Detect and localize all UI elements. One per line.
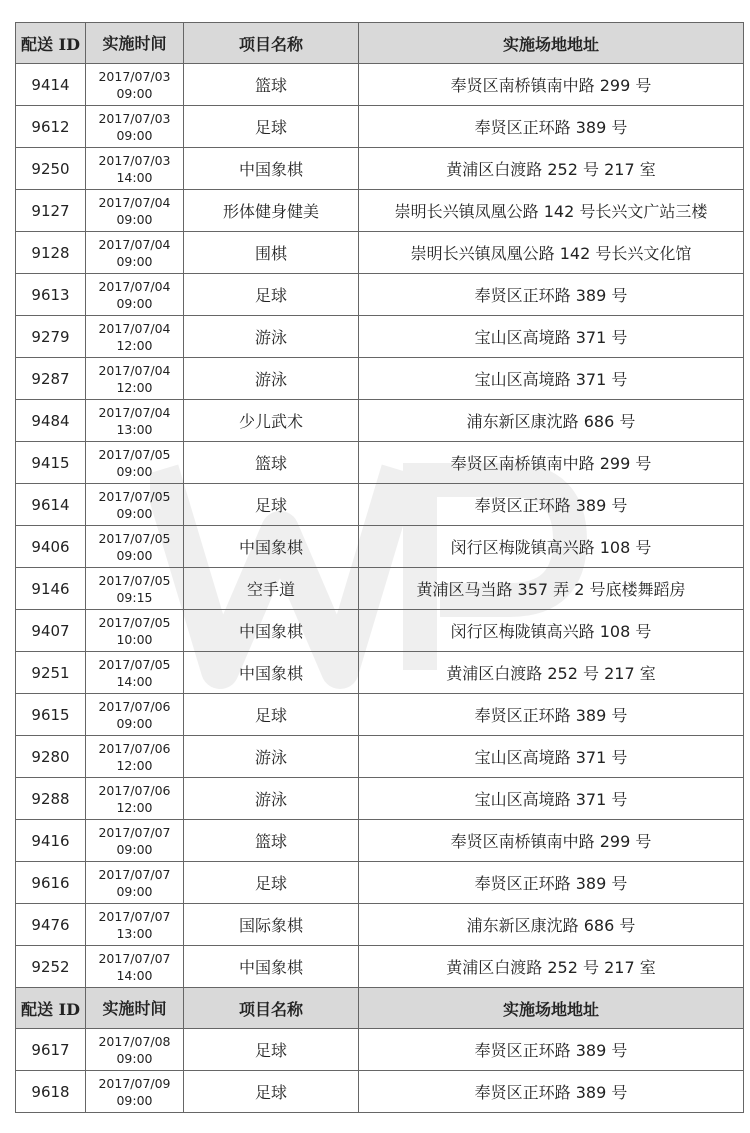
cell-clock: 14:00: [116, 169, 153, 185]
cell-id: 9250: [16, 148, 86, 190]
cell-project: 游泳: [184, 778, 359, 820]
cell-project: 足球: [184, 106, 359, 148]
cell-clock: 09:00: [116, 127, 153, 143]
cell-address: 闵行区梅陇镇高兴路 108 号: [359, 526, 744, 568]
cell-id: 9251: [16, 652, 86, 694]
cell-project: 足球: [184, 1029, 359, 1071]
cell-time: [86, 190, 184, 232]
cell-address: 奉贤区正环路 389 号: [359, 694, 744, 736]
cell-time: [86, 820, 184, 862]
cell-time: [86, 862, 184, 904]
cell-clock: 09:00: [116, 715, 153, 731]
cell-project: 游泳: [184, 316, 359, 358]
cell-time: [86, 568, 184, 610]
cell-id: 9414: [16, 64, 86, 106]
cell-address: 闵行区梅陇镇高兴路 108 号: [359, 610, 744, 652]
cell-id: 9279: [16, 316, 86, 358]
cell-id: 9617: [16, 1029, 86, 1071]
cell-address: 宝山区高境路 371 号: [359, 778, 744, 820]
table-row: [16, 274, 744, 316]
table-header-row: [16, 23, 744, 64]
cell-date: 2017/07/06: [98, 782, 171, 798]
cell-address: 黄浦区白渡路 252 号 217 室: [359, 148, 744, 190]
cell-time: [86, 106, 184, 148]
table-row: [16, 190, 744, 232]
cell-time: [86, 694, 184, 736]
cell-date: 2017/07/09: [98, 1075, 171, 1091]
cell-id: 9287: [16, 358, 86, 400]
cell-time: [86, 946, 184, 988]
table-row: [16, 946, 744, 988]
cell-date: 2017/07/04: [98, 194, 171, 210]
table-row: [16, 904, 744, 946]
table-row: [16, 484, 744, 526]
table-row: [16, 64, 744, 106]
cell-id: 9612: [16, 106, 86, 148]
cell-time: [86, 316, 184, 358]
cell-project: 篮球: [184, 64, 359, 106]
cell-project: 中国象棋: [184, 946, 359, 988]
cell-address: 宝山区高境路 371 号: [359, 316, 744, 358]
cell-id: 9127: [16, 190, 86, 232]
cell-clock: 09:00: [116, 547, 153, 563]
cell-project: 中国象棋: [184, 652, 359, 694]
cell-date: 2017/07/05: [98, 530, 171, 546]
cell-address: 奉贤区正环路 389 号: [359, 1071, 744, 1113]
table-row: [16, 358, 744, 400]
cell-address: 黄浦区白渡路 252 号 217 室: [359, 946, 744, 988]
cell-address: 奉贤区南桥镇南中路 299 号: [359, 442, 744, 484]
schedule-table: [15, 22, 744, 988]
table-row: [16, 652, 744, 694]
cell-project: 中国象棋: [184, 526, 359, 568]
cell-address: 奉贤区正环路 389 号: [359, 106, 744, 148]
cell-time: [86, 1071, 184, 1113]
header-time: 实施时间: [86, 988, 184, 1029]
cell-project: 篮球: [184, 442, 359, 484]
cell-address: 奉贤区南桥镇南中路 299 号: [359, 820, 744, 862]
cell-date: 2017/07/04: [98, 404, 171, 420]
cell-date: 2017/07/03: [98, 152, 171, 168]
table-header-row: [16, 988, 744, 1029]
cell-id: 9615: [16, 694, 86, 736]
cell-address: 奉贤区南桥镇南中路 299 号: [359, 64, 744, 106]
cell-id: 9415: [16, 442, 86, 484]
cell-date: 2017/07/05: [98, 446, 171, 462]
cell-time: [86, 64, 184, 106]
cell-id: 9280: [16, 736, 86, 778]
cell-project: 围棋: [184, 232, 359, 274]
cell-date: 2017/07/05: [98, 656, 171, 672]
cell-clock: 09:00: [116, 505, 153, 521]
cell-time: [86, 148, 184, 190]
cell-project: 足球: [184, 694, 359, 736]
cell-clock: 09:00: [116, 1050, 153, 1066]
cell-address: 宝山区高境路 371 号: [359, 736, 744, 778]
cell-time: [86, 484, 184, 526]
cell-id: 9484: [16, 400, 86, 442]
header-address: 实施场地地址: [359, 988, 744, 1029]
cell-project: 游泳: [184, 358, 359, 400]
cell-time: [86, 358, 184, 400]
cell-time: [86, 232, 184, 274]
cell-date: 2017/07/03: [98, 68, 171, 84]
cell-id: 9614: [16, 484, 86, 526]
cell-date: 2017/07/07: [98, 824, 171, 840]
cell-project: 足球: [184, 1071, 359, 1113]
cell-project: 足球: [184, 862, 359, 904]
cell-clock: 12:00: [116, 799, 153, 815]
cell-date: 2017/07/04: [98, 320, 171, 336]
cell-project: 足球: [184, 274, 359, 316]
cell-project: 游泳: [184, 736, 359, 778]
cell-date: 2017/07/07: [98, 950, 171, 966]
cell-time: [86, 442, 184, 484]
cell-date: 2017/07/06: [98, 698, 171, 714]
cell-clock: 14:00: [116, 967, 153, 983]
cell-id: 9406: [16, 526, 86, 568]
cell-clock: 12:00: [116, 337, 153, 353]
schedule-table-continued: [15, 987, 744, 1113]
cell-clock: 10:00: [116, 631, 153, 647]
cell-date: 2017/07/05: [98, 488, 171, 504]
cell-time: [86, 1029, 184, 1071]
cell-time: [86, 526, 184, 568]
table-row: [16, 778, 744, 820]
cell-clock: 09:00: [116, 463, 153, 479]
cell-address: 浦东新区康沈路 686 号: [359, 904, 744, 946]
cell-time: [86, 778, 184, 820]
cell-id: 9416: [16, 820, 86, 862]
cell-clock: 09:00: [116, 883, 153, 899]
cell-clock: 09:00: [116, 841, 153, 857]
cell-address: 崇明长兴镇凤凰公路 142 号长兴文化馆: [359, 232, 744, 274]
cell-clock: 09:00: [116, 295, 153, 311]
cell-address: 宝山区高境路 371 号: [359, 358, 744, 400]
cell-clock: 14:00: [116, 673, 153, 689]
header-time: 实施时间: [86, 23, 184, 64]
cell-time: [86, 274, 184, 316]
cell-clock: 09:00: [116, 1092, 153, 1108]
header-address: 实施场地地址: [359, 23, 744, 64]
cell-project: 空手道: [184, 568, 359, 610]
header-project: 项目名称: [184, 988, 359, 1029]
cell-clock: 12:00: [116, 757, 153, 773]
cell-date: 2017/07/07: [98, 908, 171, 924]
cell-project: 少儿武术: [184, 400, 359, 442]
cell-time: [86, 400, 184, 442]
cell-id: 9613: [16, 274, 86, 316]
cell-date: 2017/07/03: [98, 110, 171, 126]
cell-clock: 09:15: [116, 589, 153, 605]
cell-address: 崇明长兴镇凤凰公路 142 号长兴文广站三楼: [359, 190, 744, 232]
cell-address: 浦东新区康沈路 686 号: [359, 400, 744, 442]
header-id: 配送 ID: [16, 23, 86, 64]
cell-address: 黄浦区白渡路 252 号 217 室: [359, 652, 744, 694]
cell-address: 黄浦区马当路 357 弄 2 号底楼舞蹈房: [359, 568, 744, 610]
cell-date: 2017/07/04: [98, 278, 171, 294]
cell-time: [86, 904, 184, 946]
table-row: [16, 316, 744, 358]
cell-project: 篮球: [184, 820, 359, 862]
cell-project: 中国象棋: [184, 148, 359, 190]
cell-project: 中国象棋: [184, 610, 359, 652]
cell-time: [86, 610, 184, 652]
table-row: [16, 148, 744, 190]
cell-clock: 09:00: [116, 85, 153, 101]
table-row: [16, 106, 744, 148]
table-row: [16, 820, 744, 862]
table-row: [16, 862, 744, 904]
cell-clock: 13:00: [116, 421, 153, 437]
cell-clock: 09:00: [116, 253, 153, 269]
cell-id: 9288: [16, 778, 86, 820]
cell-time: [86, 736, 184, 778]
cell-id: 9252: [16, 946, 86, 988]
cell-id: 9616: [16, 862, 86, 904]
cell-id: 9146: [16, 568, 86, 610]
table-row: [16, 1071, 744, 1113]
cell-id: 9128: [16, 232, 86, 274]
cell-address: 奉贤区正环路 389 号: [359, 1029, 744, 1071]
cell-date: 2017/07/04: [98, 236, 171, 252]
cell-address: 奉贤区正环路 389 号: [359, 484, 744, 526]
cell-id: 9407: [16, 610, 86, 652]
cell-date: 2017/07/04: [98, 362, 171, 378]
header-project: 项目名称: [184, 23, 359, 64]
table-row: [16, 1029, 744, 1071]
cell-project: 形体健身健美: [184, 190, 359, 232]
cell-id: 9476: [16, 904, 86, 946]
cell-date: 2017/07/08: [98, 1033, 171, 1049]
cell-id: 9618: [16, 1071, 86, 1113]
cell-project: 足球: [184, 484, 359, 526]
cell-time: [86, 652, 184, 694]
cell-clock: 09:00: [116, 211, 153, 227]
cell-address: 奉贤区正环路 389 号: [359, 862, 744, 904]
table-row: [16, 568, 744, 610]
table-row: [16, 232, 744, 274]
cell-date: 2017/07/05: [98, 614, 171, 630]
cell-address: 奉贤区正环路 389 号: [359, 274, 744, 316]
table-row: [16, 736, 744, 778]
header-id: 配送 ID: [16, 988, 86, 1029]
cell-date: 2017/07/05: [98, 572, 171, 588]
table-row: [16, 526, 744, 568]
table-row: [16, 400, 744, 442]
table-row: [16, 694, 744, 736]
cell-clock: 12:00: [116, 379, 153, 395]
table-row: [16, 442, 744, 484]
cell-clock: 13:00: [116, 925, 153, 941]
cell-project: 国际象棋: [184, 904, 359, 946]
cell-date: 2017/07/06: [98, 740, 171, 756]
cell-date: 2017/07/07: [98, 866, 171, 882]
table-row: [16, 610, 744, 652]
